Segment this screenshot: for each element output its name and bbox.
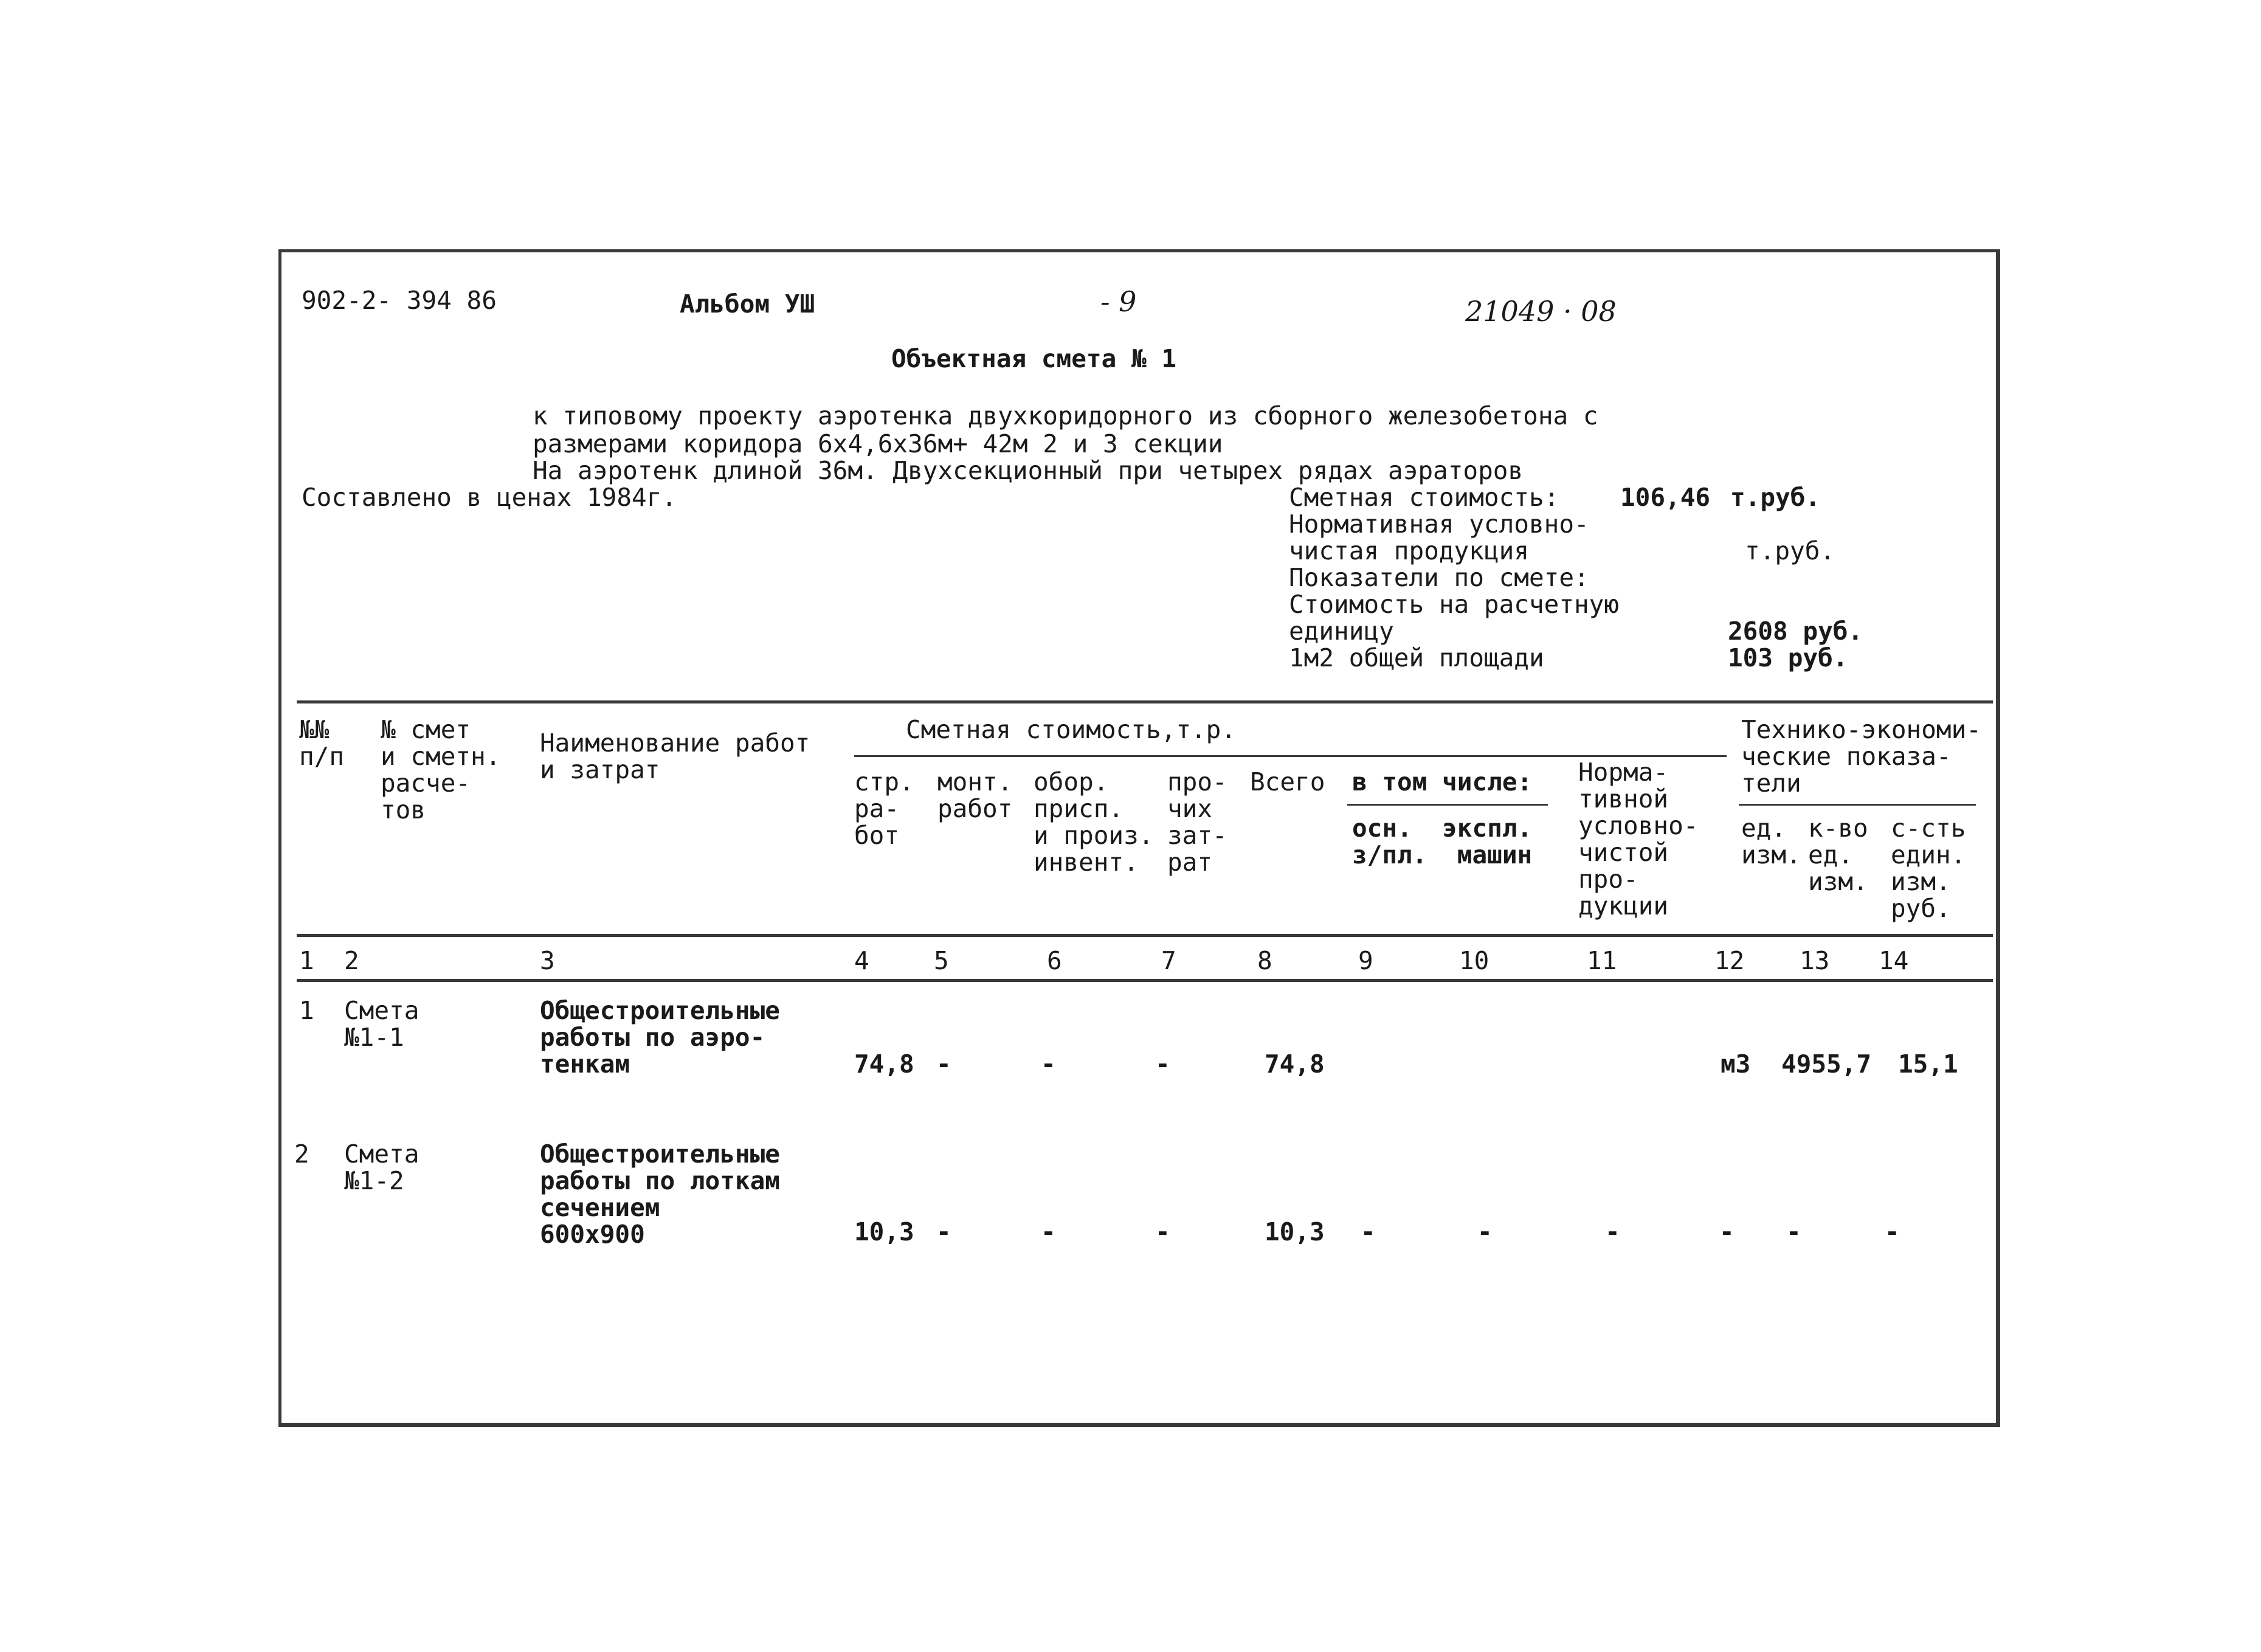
column-number: 9 <box>1358 946 1373 975</box>
prices-note: Составлено в ценах 1984г. <box>302 483 677 512</box>
indicators-label: Показатели по смете: <box>1289 563 1589 592</box>
header-equipment: обор. присп. и произ. инвент. <box>1034 767 1154 877</box>
cost-value: 106,46 <box>1620 483 1711 512</box>
header-including: в том числе: <box>1352 767 1533 797</box>
row-1-unit: м3 <box>1721 1049 1751 1079</box>
column-number: 13 <box>1800 946 1830 975</box>
header-tech-group: Технико-экономи- ческие показа- тели <box>1741 715 1981 798</box>
row-2-quantity: - <box>1786 1217 1801 1246</box>
tech-group-rule <box>1739 804 1976 806</box>
column-number: 10 <box>1459 946 1489 975</box>
header-normative-product: Норма- тивной условно- чистой про- дукции <box>1578 758 1699 921</box>
row-1-equipment-cost: - <box>1041 1049 1056 1079</box>
unit-cost-value: 2608 руб. <box>1728 617 1863 646</box>
column-number: 11 <box>1587 946 1617 975</box>
cost-group-rule <box>854 755 1727 757</box>
row-1-installation-cost: - <box>936 1049 951 1079</box>
page-number: - 9 <box>1100 285 1137 318</box>
normative-label-2: чистая продукция <box>1289 536 1529 565</box>
subtitle-line-1: к типовому проекту аэротенка двухкоридорного из сборного железобетона с <box>533 401 1598 430</box>
header-installation-work: монт. работ <box>937 767 1013 823</box>
page-title: Объектная смета № 1 <box>891 344 1176 373</box>
header-unit-cost: с-сть един. изм. руб. <box>1891 814 1966 923</box>
area-value: 103 руб. <box>1728 643 1848 672</box>
cost-label: Сметная стоимость: <box>1289 483 1559 512</box>
header-unit: ед. изм. <box>1741 814 1801 869</box>
table-top-rule <box>297 700 1993 703</box>
project-code: 902-2- 394 86 <box>302 286 497 315</box>
document-number: 21049 · 08 <box>1465 295 1617 328</box>
row-2-total: 10,3 <box>1265 1217 1325 1246</box>
row-2-equipment-cost: - <box>1041 1217 1056 1246</box>
column-number: 2 <box>344 946 359 975</box>
row-2-unit: - <box>1719 1217 1735 1246</box>
row-1-work-name: Общестроительные работы по аэро- тенкам <box>540 996 780 1079</box>
unit-cost-label-2: единицу <box>1289 617 1394 646</box>
header-work-name: Наименование работ и затрат <box>540 728 810 784</box>
header-construction-work: стр. ра- бот <box>854 767 914 850</box>
row-1-number: 1 <box>299 996 314 1025</box>
cost-unit: т.руб. <box>1730 483 1821 512</box>
row-1-quantity: 4955,7 <box>1781 1049 1872 1079</box>
column-numbers-rule <box>297 979 1993 982</box>
row-1-other-cost: - <box>1155 1049 1170 1079</box>
row-2-work-name: Общестроительные работы по лоткам сечением 600х900 <box>540 1139 780 1249</box>
normative-unit: т.руб. <box>1745 536 1835 565</box>
row-2-normative: - <box>1605 1217 1620 1246</box>
column-number: 7 <box>1161 946 1176 975</box>
column-number: 3 <box>540 946 555 975</box>
row-1-total: 74,8 <box>1265 1049 1325 1079</box>
header-quantity: к-во ед. изм. <box>1808 814 1868 896</box>
header-other-costs: про- чих зат- рат <box>1167 767 1227 877</box>
subtitle-line-3: На аэротенк длиной 36м. Двухсекционный при четырех рядах аэраторов <box>533 456 1524 485</box>
row-2-construction-cost: 10,3 <box>854 1217 914 1246</box>
column-number: 4 <box>854 946 869 975</box>
row-2-other-cost: - <box>1155 1217 1170 1246</box>
header-cost-group: Сметная стоимость,т.р. <box>906 715 1237 744</box>
header-estimate-number: № смет и сметн. расче- тов <box>381 715 501 824</box>
row-2-machines: - <box>1477 1217 1493 1246</box>
row-2-number: 2 <box>294 1139 309 1169</box>
header-total: Всего <box>1250 767 1325 797</box>
column-number: 5 <box>934 946 949 975</box>
header-row-number: №№ п/п <box>299 715 345 771</box>
including-rule <box>1347 804 1548 806</box>
row-2-wages: - <box>1361 1217 1376 1246</box>
subtitle-line-2: размерами коридора 6х4,6х36м+ 42м 2 и 3 секции <box>533 429 1223 458</box>
album-label: Альбом УШ <box>680 289 815 319</box>
area-label: 1м2 общей площади <box>1289 643 1544 672</box>
header-bottom-rule <box>297 934 1993 937</box>
header-wages-machines: осн. экспл. з/пл. машин <box>1352 814 1533 869</box>
column-number: 6 <box>1047 946 1062 975</box>
column-number: 8 <box>1257 946 1272 975</box>
column-number: 1 <box>299 946 314 975</box>
row-2-estimate: Смета №1-2 <box>344 1139 419 1195</box>
row-2-installation-cost: - <box>936 1217 951 1246</box>
normative-label-1: Нормативная условно- <box>1289 510 1589 539</box>
unit-cost-label-1: Стоимость на расчетную <box>1289 590 1620 619</box>
column-number: 14 <box>1879 946 1909 975</box>
row-1-construction-cost: 74,8 <box>854 1049 914 1079</box>
row-2-unit-cost: - <box>1885 1217 1900 1246</box>
row-1-estimate: Смета №1-1 <box>344 996 419 1052</box>
row-1-unit-cost: 15,1 <box>1898 1049 1958 1079</box>
column-number: 12 <box>1714 946 1745 975</box>
